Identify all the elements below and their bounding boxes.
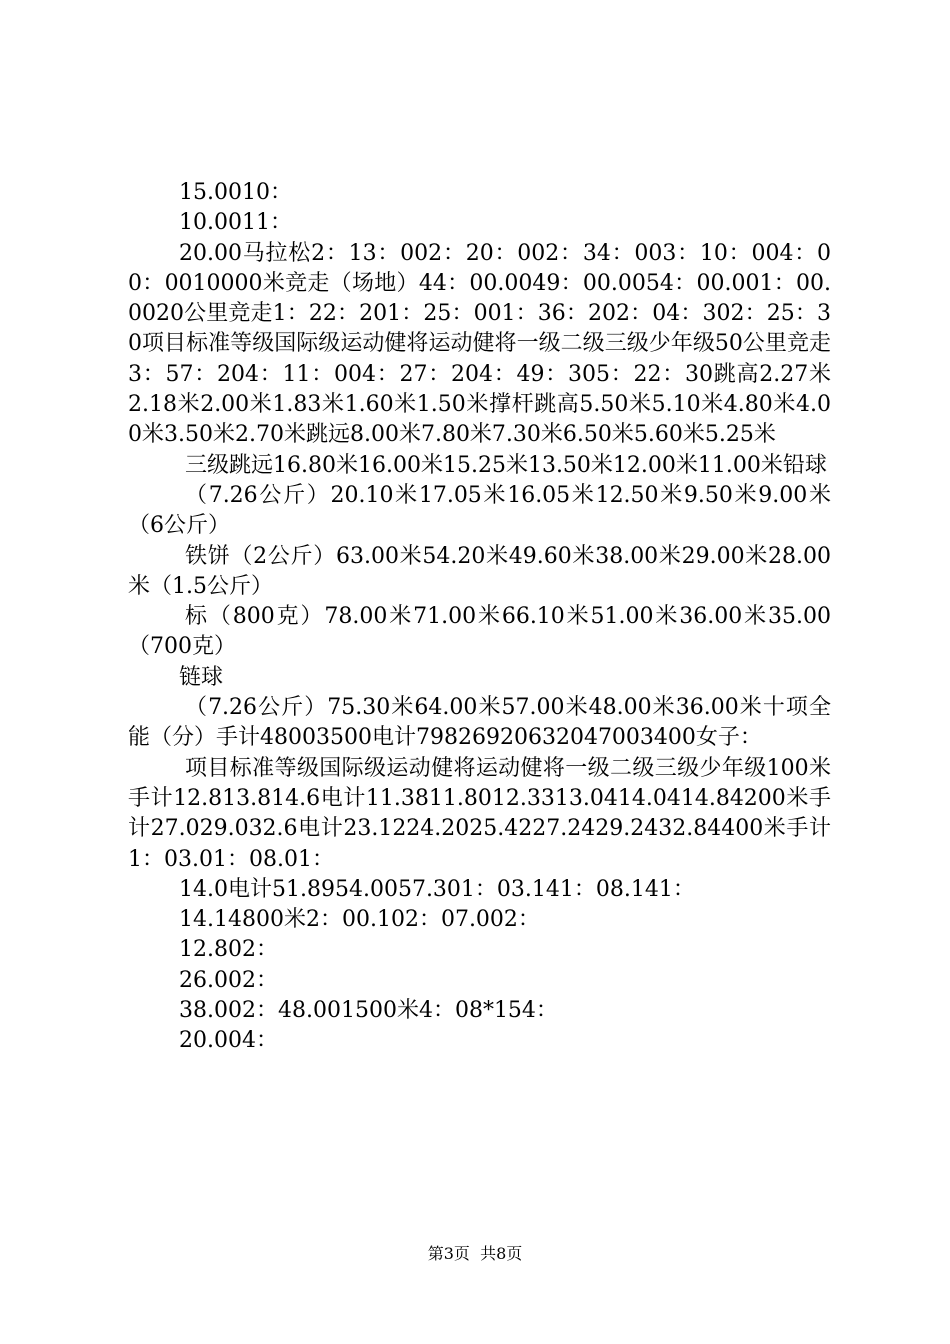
paragraph: 38.002：48.001500米4：08*154：	[179, 998, 558, 1024]
paragraph: 14.14800米2：00.102：07.002：	[179, 907, 540, 933]
paragraph: （7.26公斤）20.10米17.05米16.05米12.50米9.50米9.00米（6公斤）	[128, 482, 831, 539]
paragraph: 标（800克）78.00米71.00米66.10米51.00米36.00米35.00（700克）	[128, 604, 831, 660]
paragraph: 铁饼（2公斤）63.00米54.20米49.60米38.00米29.00米28.00米（1.5公斤）	[128, 543, 831, 599]
paragraph: 20.004：	[179, 1028, 278, 1054]
paragraph: 项目标准等级国际级运动健将运动健将一级二级三级少年级100米手计12.813.814.6电计11.3811.8012.3313.0414.0414.84200米手计27.029.032.6电计23.1224.2025.4227.2429.2432.84400米手计1：03.01：08.01：	[128, 755, 831, 872]
page-footer	[0, 1244, 950, 1264]
paragraph: 15.0010：	[179, 180, 292, 205]
paragraph: 26.002：	[179, 967, 278, 993]
paragraph: 14.0电计51.8954.0057.301：03.141：08.141：	[179, 876, 695, 902]
page-number-label: 第3页 共8页	[427, 1244, 523, 1263]
paragraph: （7.26公斤）75.30米64.00米57.00米48.00米36.00米十项全能（分）手计48003500电计79826920632047003400女子：	[128, 695, 831, 751]
paragraph: 链球	[179, 664, 224, 690]
document-body	[128, 178, 831, 1057]
paragraph: 20.00马拉松2：13：002：20：002：34：003：10：004：00：0010000米竞走（场地）44：00.0049：00.0054：00.001：00.0020公里竞走1：22：201：25：001：36：202：04：302：25：30项目标准等级国际级运动健将运动健将一级二级三级少年级50公里竞走3：57：204：11：004：27：204：49：305：22：30跳高2.27米2.18米2.00米1.83米1.60米1.50米撑杆跳高5.50米5.10米4.80米4.00米3.50米2.70米跳远8.00米7.80米7.30米6.50米5.60米5.25米	[128, 240, 831, 448]
paragraph: 三级跳远16.80米16.00米15.25米13.50米12.00米11.00米铅球	[185, 452, 827, 478]
paragraph: 12.802：	[179, 937, 278, 963]
paragraph: 10.0011：	[179, 210, 292, 236]
